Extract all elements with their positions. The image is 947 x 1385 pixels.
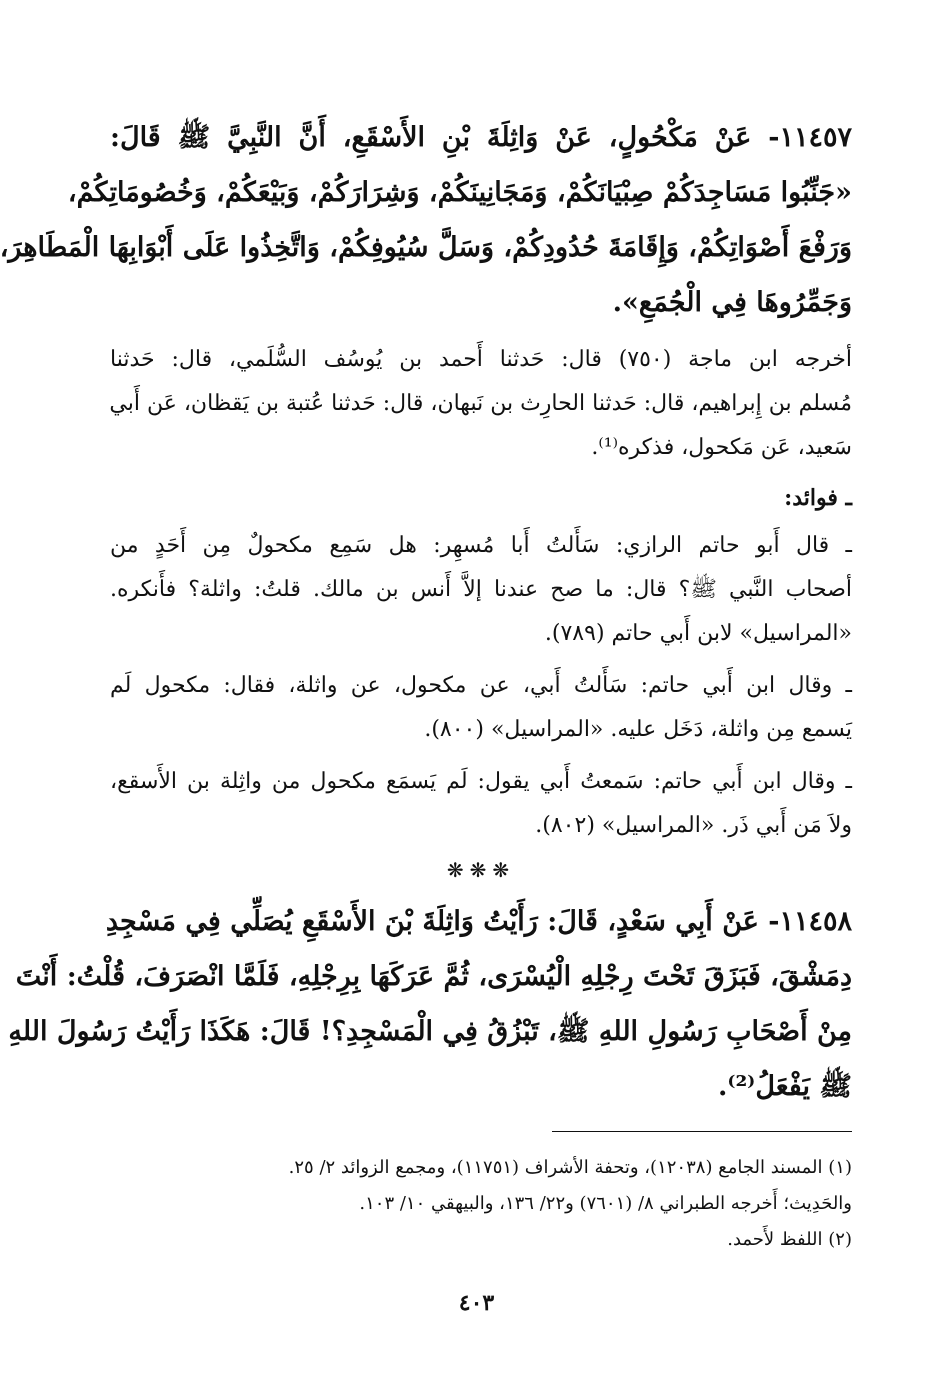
hadith-1457 [0,110,852,330]
page-number: ٤٠٣ [458,1290,495,1316]
takhrij-1457 [110,338,852,470]
footnotes [110,1150,852,1258]
footnote-line: (٢) اللفظ لأَحمد. [727,1229,852,1250]
benefit-line: ـ وقال ابن أَبي حاتم: سَأَلتُ أَبي، عن مكحول، عن واثلة، فقال: مكحول لَم [110,673,852,698]
page-body [0,110,852,1114]
benefit-line: يَسمع مِن واثلة، دَخَل عليه. «المراسيل» (٨٠٠). [424,717,852,742]
footnote-divider [552,1131,852,1132]
hadith-1458-line: ١١٤٥٨- عَنْ أَبِي سَعْدٍ، قَالَ: رَأَيْتُ وَاثِلَةَ بْنَ الأَسْقَعِ يُصَلِّي فِي مَسْجِدِ [105,906,852,937]
benefit-2 [110,664,852,752]
hadith-1457-line: وَجَمِّرُوهَا فِي الْجُمَعِ». [612,287,852,318]
section-separator: ❋❋❋ [446,858,516,882]
hadith-1458 [8,894,852,1114]
footnote-line: والحَدِيث؛ أَخرجه الطبراني ٨/ (٧٦٠١) و٢٢/ ١٣٦، والبيهقي ١٠/ ١٠٣. [359,1193,852,1214]
benefit-1 [110,524,852,656]
benefits-heading: ـ فوائد: [784,485,852,511]
hadith-1457-line: وَرَفْعَ أَصْوَاتِكُمْ، وَإِقَامَةَ حُدُودِكُمْ، وَسَلَّ سُيُوفِكُمْ، وَاتَّخِذُوا عَلَى أَبْوَابِهَا الْمَطَاهِرَ، [0,232,852,263]
benefit-line: «المراسيل» لابن أَبي حاتم (٧٨٩). [544,621,852,646]
hadith-1457-line: ١١٤٥٧- عَنْ مَكْحُولٍ، عَنْ وَاثِلَةَ بْنِ الأَسْقَعِ، أَنَّ النَّبِيَّ ﷺ قَالَ: [110,122,852,153]
footnote-line: (١) المسند الجامع (١٢٠٣٨)، وتحفة الأشراف (١١٧٥١)، ومجمع الزوائد ٢/ ٢٥. [288,1157,852,1178]
benefit-line: أصحاب النَّبي ﷺ؟ قال: ما صح عندنا إلاَّ أَنس بن مالك. قلتُ: واثلة؟ فأَنكره. [110,577,852,602]
takhrij-line: أخرجه ابن ماجة (٧٥٠) قال: حَدثنا أَحمد بن يُوسُف السُّلَمي، قال: حَدثنا [110,347,852,372]
hadith-1458-line: مِنْ أَصْحَابِ رَسُولِ اللهِ ﷺ، تَبْزُقُ فِي الْمَسْجِدِ؟! قَالَ: هَكَذَا رَأَيْتُ رَسُولَ اللهِ [8,1016,852,1047]
benefit-line: ـ وقال ابن أَبي حاتم: سَمعتُ أَبي يقول: لَم يَسمَع مكحول من واثِلة بن الأَسقع، [110,769,852,794]
benefit-line: ـ قال أَبو حاتم الرازي: سَأَلتُ أَبا مُسهِر: هل سَمِع مكحولٌ مِن أَحَدٍ من [110,533,852,558]
hadith-1457-line: «جَنِّبُوا مَسَاجِدَكُمْ صِبْيَانَكُمْ، وَمَجَانِينَكُمْ، وَشِرَارَكُمْ، وَبَيْعَكُمْ، وَخُصُومَاتِكُمْ، [67,177,852,208]
hadith-1458-line: دِمَشْقَ، فَبَزَقَ تَحْتَ رِجْلِهِ الْيُسْرَى، ثُمَّ عَرَكَهَا بِرِجْلِهِ، فَلَمَّا انْصَرَفَ، قُلْتُ: أَنْتَ [15,961,852,992]
takhrij-line: مُسلم بن إِبراهيم، قال: حَدثنا الحارِث بن نَبهان، قال: حَدثنا عُتبة بن يَقظان، عَن أَبي [109,391,852,416]
hadith-1458-line: ﷺ يَفْعَلُ⁽²⁾. [718,1071,852,1102]
benefit-line: ولاَ مَن أَبي ذَر. «المراسيل» (٨٠٢). [535,813,852,838]
benefit-3 [110,760,852,848]
takhrij-line: سَعيد، عَن مَكحول، فذكره⁽¹⁾. [591,435,852,460]
